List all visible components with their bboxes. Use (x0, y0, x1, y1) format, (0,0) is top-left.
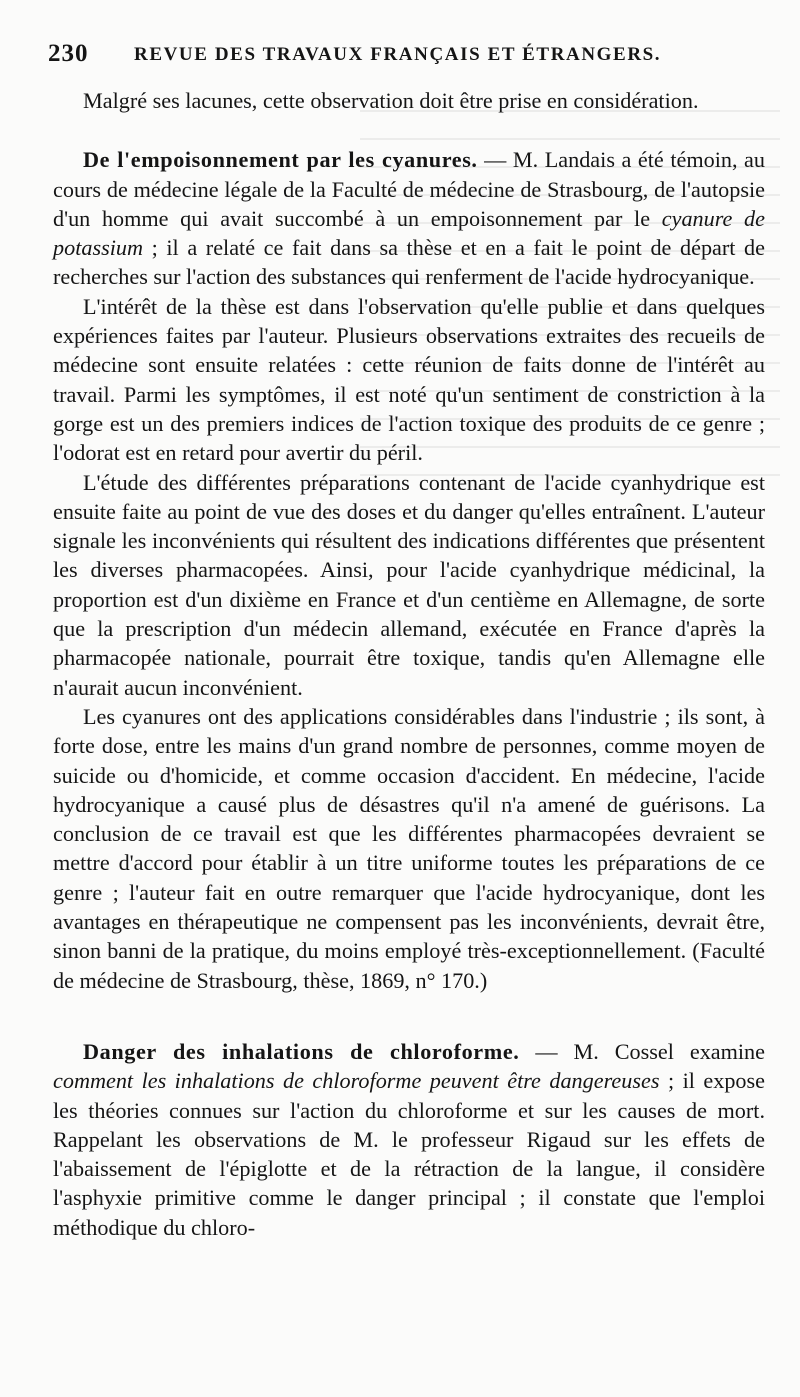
section-heading-cyanures: De l'empoisonnement par les cyanures. (83, 147, 478, 173)
running-title: REVUE DES TRAVAUX FRANÇAIS ET ÉTRANGERS. (134, 44, 662, 65)
body-text (53, 86, 765, 1242)
section-rest-chloroforme: ; il expose les théories connues sur l'action du chloroforme et sur les causes de mort. Rappelant les observations de M. le professeur Rigaud sur les effets de l'abaissement de l'épiglotte et de la rétraction de la langue, il considère l'asphyxie primitive comme le danger principal ; il constate que l'emploi méthodique du chloro- (53, 1068, 765, 1240)
paragraph-interet-these: L'intérêt de la thèse est dans l'observation qu'elle publie et dans quelques expériences faites par l'auteur. Plusieurs observations extraites des recueils de médecine sont ensuite relatées : cette réunion de faits donne de l'intérêt au travail. Parmi les symptômes, il est noté qu'un sentiment de constriction à la gorge est un des premiers indices de l'action toxique des produits de ce genre ; l'odorat est en retard pour avertir du péril. (53, 293, 765, 466)
paragraph-preparations: L'étude des différentes préparations contenant de l'acide cyanhydrique est ensuite faite au point de vue des doses et du danger qu'elles entraînent. L'auteur signale les inconvénients qui résultent des indications différentes que présentent les diverses pharmacopées. Ainsi, pour l'acide cyanhydrique médicinal, la proportion est d'un dixième en France et d'un centième en Allemagne, de sorte que la prescription d'un médecin allemand, exécutée en France d'après la pharmacopée nationale, pourrait être toxique, tandis qu'en Allemagne elle n'aurait aucun inconvénient. (53, 469, 765, 700)
paragraph-applications: Les cyanures ont des applications considérables dans l'industrie ; ils sont, à forte dose, entre les mains d'un grand nombre de personnes, comme moyen de suicide ou d'homicide, et comme occasion d'accident. En médecine, l'acide hydrocyanique a causé plus de désastres qu'il n'a amené de guérisons. La conclusion de ce travail est que les différentes pharmacopées devraient se mettre d'accord pour établir à un titre uniforme toutes les préparations de ce genre ; l'auteur fait en outre remarquer que l'acide hydrocyanique, dont les avantages en thérapeutique ne compensent pas les inconvénients, devrait être, sinon banni de la pratique, du moins employé très-exceptionnellement. (Faculté de médecine de Strasbourg, thèse, 1869, n° 170.) (53, 703, 765, 993)
section-lead-cyanures: — M. Landais a été témoin, au cours de médecine légale de la Faculté de médecine de Strasbourg, de l'autopsie d'un homme qui avait succombé à un empoisonnement par le (53, 147, 765, 231)
italic-phrase-dangereuses: comment les inhalations de chloroforme peuvent être dangereuses (53, 1068, 660, 1094)
page-number: 230 (48, 40, 89, 67)
section-cyanures (53, 145, 765, 291)
paragraph-observation-note: Malgré ses lacunes, cette observation doit être prise en considération. (83, 88, 699, 113)
section-rest-cyanures: ; il a relaté ce fait dans sa thèse et en a fait le point de départ de recherches sur l'action des substances qui renferment de l'acide hydrocyanique. (53, 235, 765, 290)
italic-term-cyanure: cyanure de potassium (53, 205, 766, 261)
section-heading-chloroforme: Danger des inhalations de chloroforme. (83, 1038, 520, 1064)
section-chloroforme (53, 1037, 765, 1242)
page-header (48, 40, 768, 74)
section-lead-chloroforme: — M. Cossel examine (519, 1038, 765, 1064)
